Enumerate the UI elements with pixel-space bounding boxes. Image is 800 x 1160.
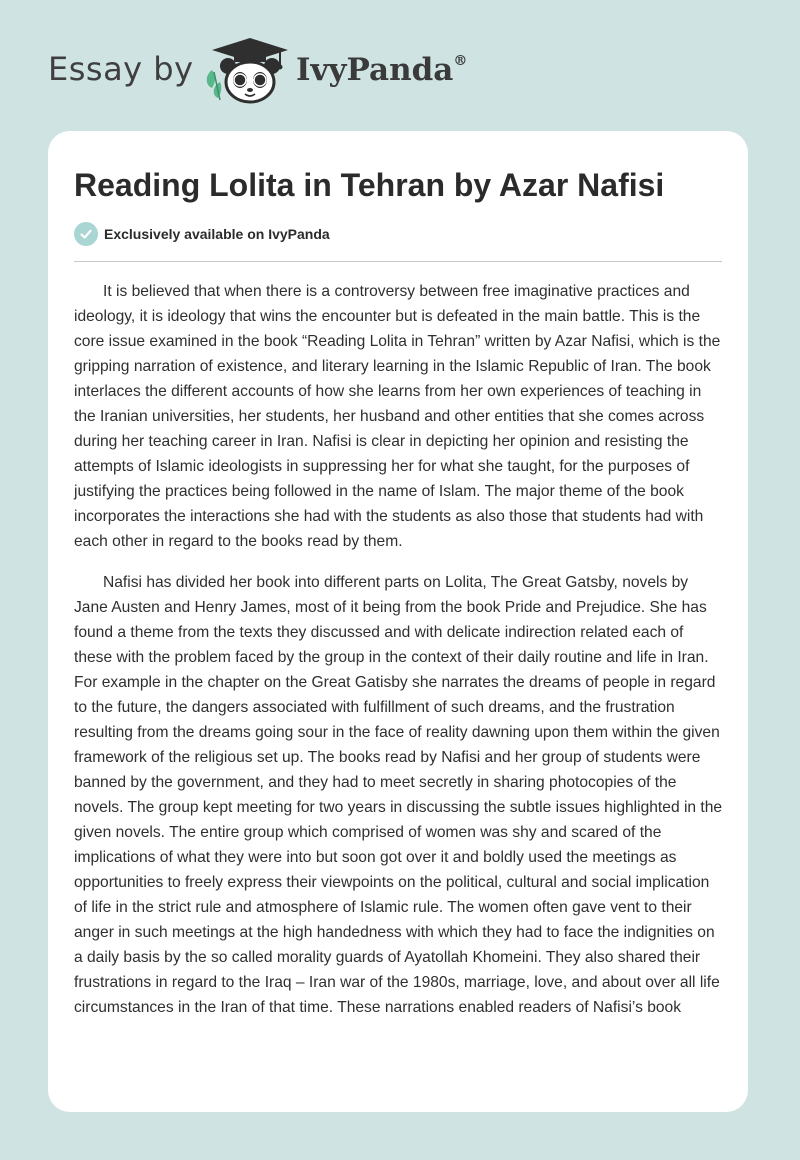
leaf-icon	[207, 70, 222, 100]
registered-mark: ®	[453, 52, 468, 69]
essay-body	[74, 279, 724, 1036]
divider	[74, 261, 722, 262]
essay-paragraph: Nafisi has divided her book into different parts on Lolita, The Great Gatsby, novels by Jane Austen and Henry James, most of it being from the book Pride and Prejudice. She has found a theme from the texts they discussed and with delicate indirection related each of these with the problem faced by the group in the context of their daily routine and life in Iran. For example in the chapter on the Great Gatisby she narrates the dreams of people in regard to the future, the dangers associated with fulfillment of such dreams, and the frustration resulting from the dreams going sour in the face of reality dawning upon them within the given framework of the religious set up. The books read by Nafisi and her group of students were banned by the government, and they had to meet secretly in sharing photocopies of the novels. The group kept meeting for two years in discussing the subtle issues highlighted in the given novels. The entire group which comprised of women was shy and scared of the implications of what they were into but soon got over it and boldly used the meetings as opportunities to freely express their viewpoints on the political, cultural and social implication of life in the strict rule and atmosphere of Islamic rule. The women often gave vent to their anger in such meetings at the high handedness with which they had to face the indignities on a daily basis by the so called morality guards of Ayatollah Khomeini. They also shared their frustrations in regard to the Iraq – Iran war of the 1980s, marriage, love, and about over all life circumstances in the Iran of that time. These narrations enabled readers of Nafisi’s book	[74, 574, 723, 1016]
site-header	[0, 0, 800, 130]
essay-paragraph: It is believed that when there is a controversy between free imaginative practices and ideology, it is ideology that wins the encounter but is defeated in the main battle. This is the core issue examined in the book “Reading Lolita in Tehran” written by Azar Nafisi, which is the gripping narration of existence, and literary learning in the Islamic Republic of Iran. The book interlaces the different accounts of how she learns from her own experiences of teaching in the Iranian universities, her students, her husband and other entities that she comes across during her teaching career in Iran. Nafisi is clear in depicting her opinion and resisting the attempts of Islamic ideologists in suppressing her for what she taught, for the purposes of justifying the practices being followed in the name of Islam. The major theme of the book incorporates the interactions she had with the students as also those that students had with each other in regard to the books read by them.	[74, 283, 721, 550]
panda-graduation-cap-icon[interactable]	[200, 36, 292, 106]
page-title: Reading Lolita in Tehran by Azar Nafisi	[74, 167, 665, 203]
exclusive-badge-label: Exclusively available on IvyPanda	[104, 226, 330, 242]
essay-card	[48, 131, 748, 1112]
brand-name-text: IvyPanda	[296, 52, 454, 88]
checkmark-icon	[74, 222, 98, 246]
brand-name[interactable]	[296, 52, 467, 88]
essay-by-label: Essay by	[48, 50, 194, 88]
exclusive-badge	[74, 222, 330, 246]
